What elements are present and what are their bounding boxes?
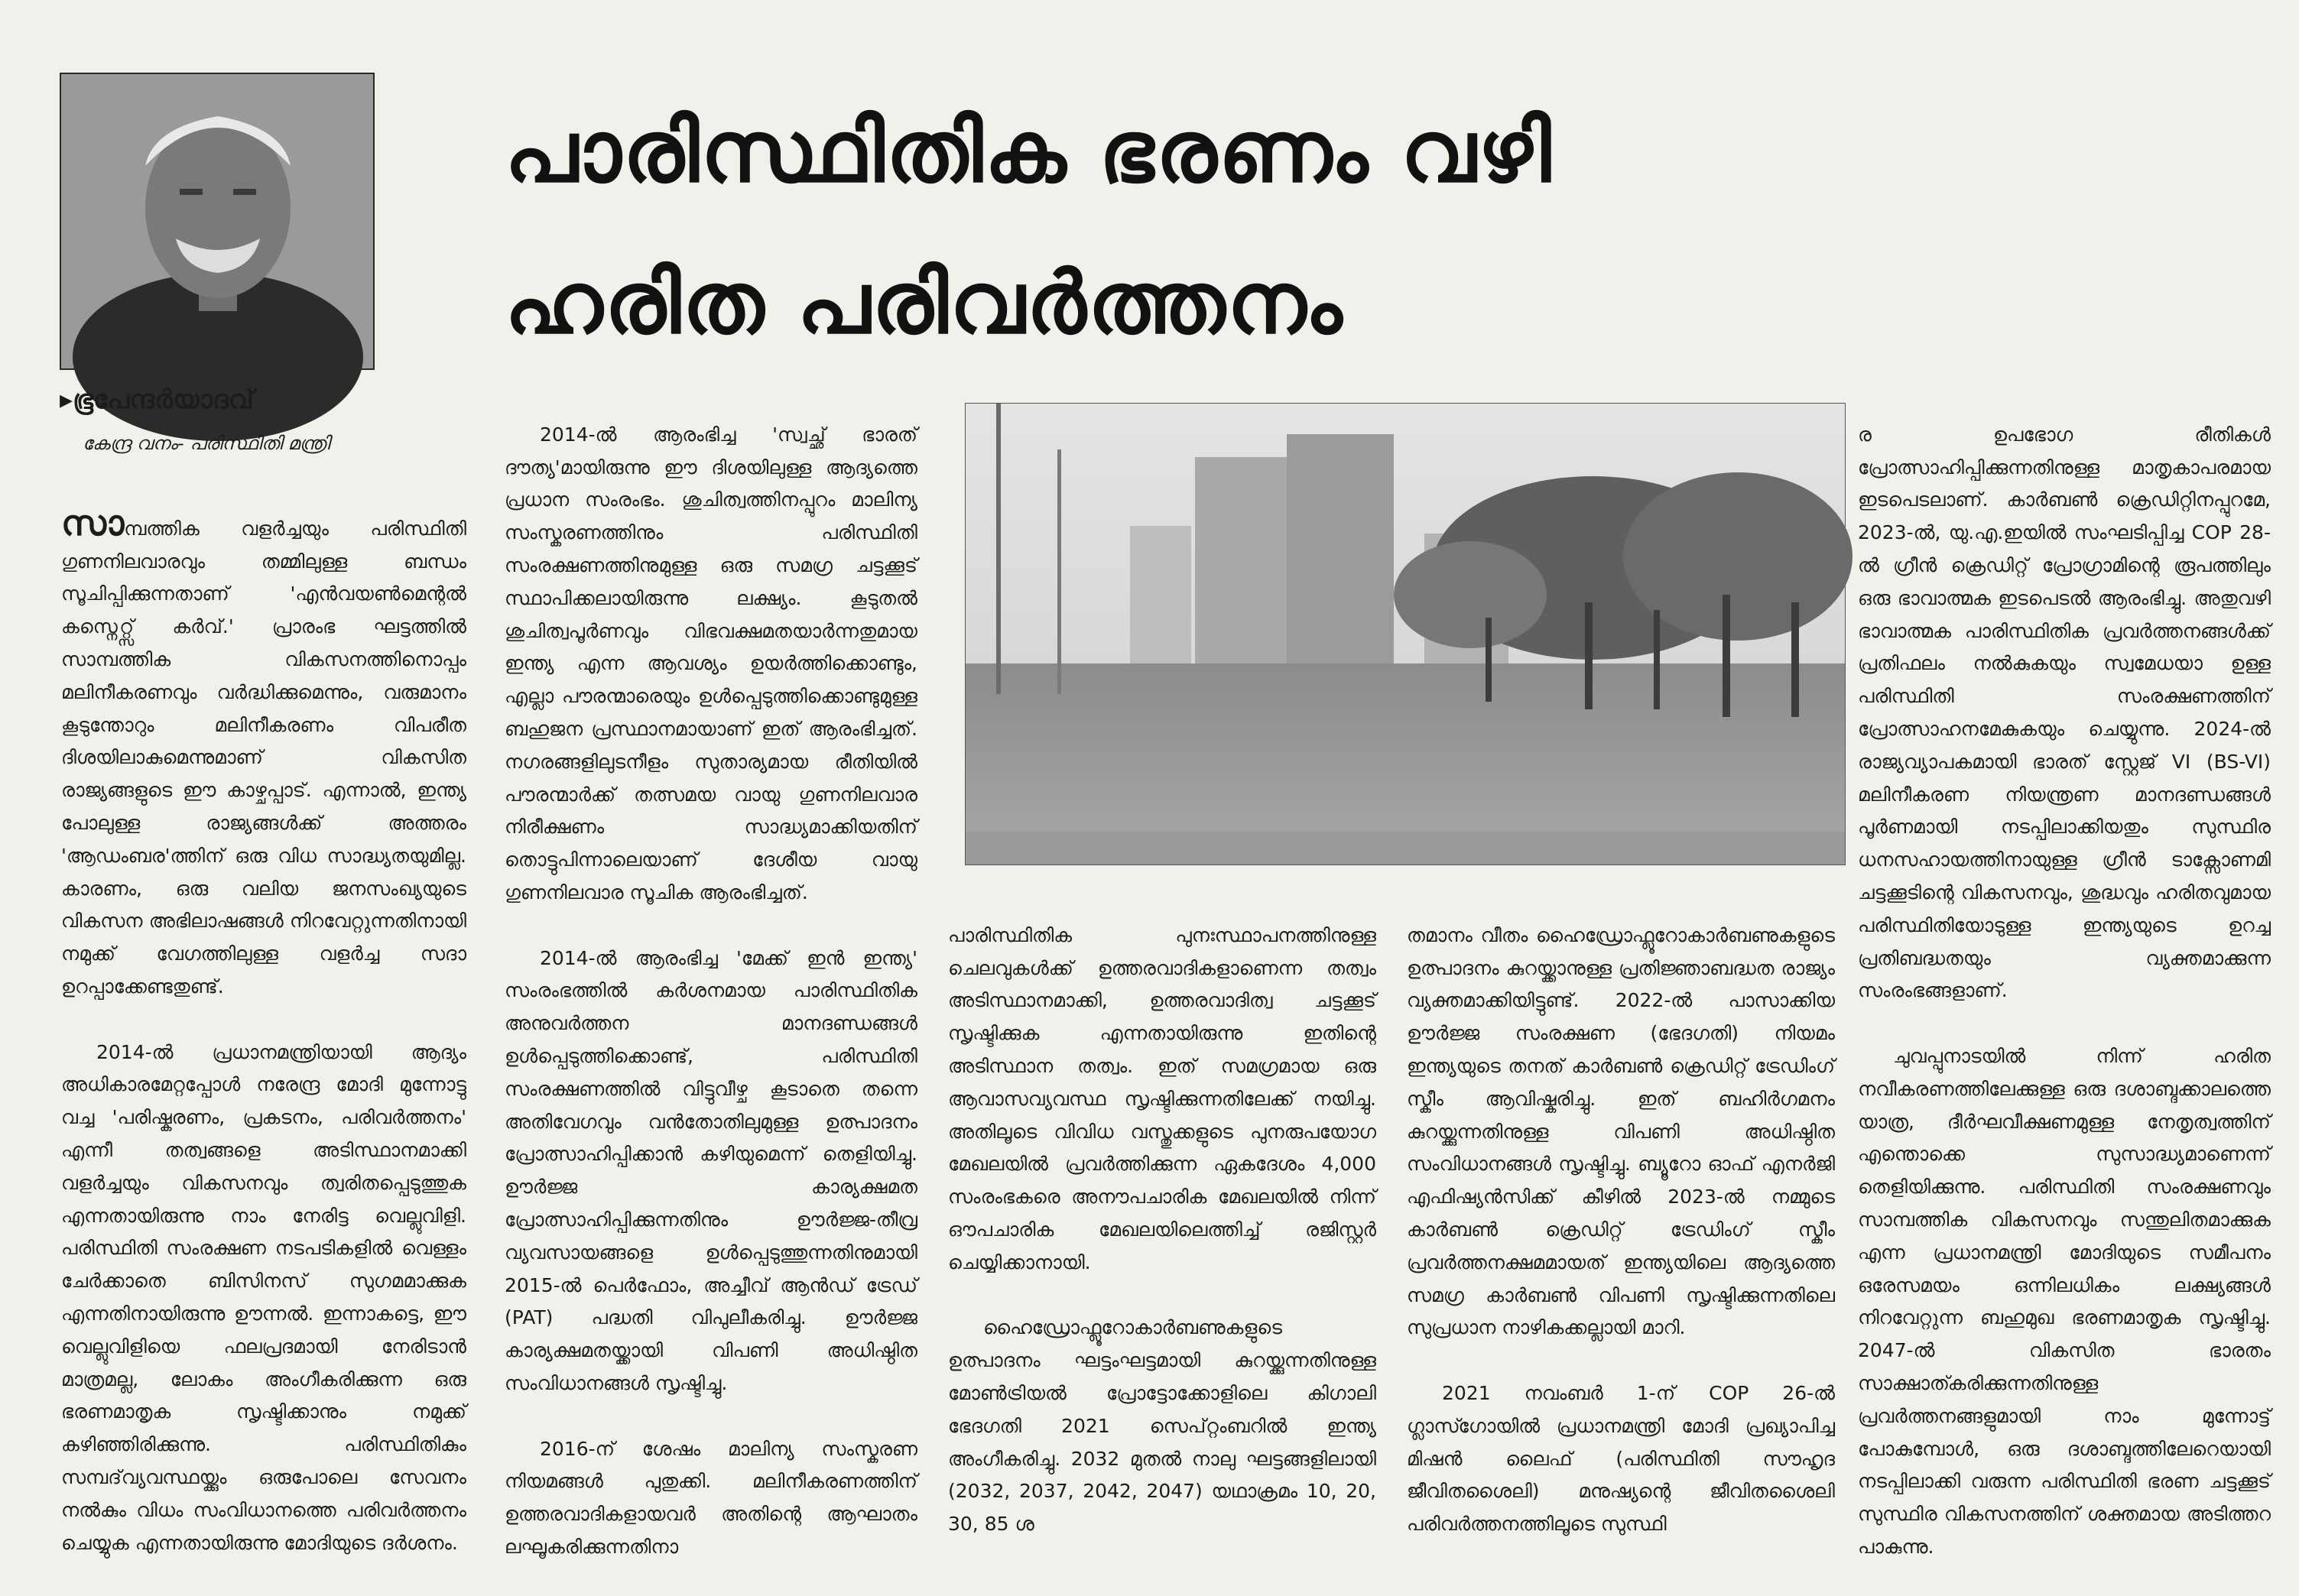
paragraph: ചുവപ്പുനാടയിൽ നിന്ന് ഹരിത നവീകരണത്തിലേക്കുള്ള ഒരു ദശാബ്ദക്കാലത്തെ യാത്ര, ദീർഘവീക്ഷണമുള്ള നേതൃത്വത്തിന് എന്തൊക്കെ സുസാദ്ധ്യമാണെന്ന് തെളിയിക്കുന്നു. പരിസ്ഥിതി സംരക്ഷണവും സാമ്പത്തിക വികസനവും സന്തുലിതമാക്കുക എന്ന പ്രധാനമന്ത്രി മോദിയുടെ സമീപനം ഒരേസമയം ഒന്നിലധികം ലക്ഷ്യങ്ങൾ നിറവേറ്റുന്ന ബഹുമുഖ ഭരണമാതൃക സൃഷ്ടിച്ചു. 2047-ൽ വികസിത ഭാരതം സാക്ഷാത്കരിക്കുന്നതിനുള്ള പ്രവർത്തനങ്ങളുമായി നാം മുന്നോട്ട് പോകുമ്പോൾ, ഒരു ദശാബ്ദത്തിലേറെയായി നടപ്പിലാക്കി വരുന്ന പരിസ്ഥിതി ഭരണ ചട്ടക്കൂട് സുസ്ഥിര വികസനത്തിന് ശക്തമായ അടിത്തറ പാകുന്നു. [1858, 1044, 2271, 1558]
article-column-1 [61, 474, 466, 1554]
paragraph: 2016-ന് ശേഷം മാലിന്യ സംസ്കരണ നിയമങ്ങൾ പുതുക്കി. മലിനീകരണത്തിന് ഉത്തരവാദികളായവർ അതിന്റെ ആഘാതം ലഘൂകരിക്കുന്നതിനാ [505, 1437, 917, 1558]
author-title: കേന്ദ്ര വനം- പരിസ്ഥിതി മന്ത്രി [83, 433, 330, 454]
paragraph: 2021 നവംബർ 1-ന് COP 26-ൽ ഗ്ലാസ്ഗോയിൽ പ്രധാനമന്ത്രി മോദി പ്രഖ്യാപിച്ച മിഷൻ ലൈഫ് (പരിസ്ഥിതി സൗഹൃദ ജീവിതശൈലി) മനുഷ്യന്റെ ജീവിതശൈലി പരിവർത്തനത്തിലൂടെ സുസ്ഥി [1407, 1381, 1835, 1536]
paragraph [61, 501, 466, 1004]
paragraph: ഹൈഡ്രോഫ്ലൂറോകാർബണുകളുടെ ഉത്പാദനം ഘട്ടംഘട്ടമായി കുറയ്ക്കുന്നതിനുള്ള മോൺട്രിയൽ പ്രോട്ടോക്കോളിലെ കിഗാലി ഭേദഗതി 2021 സെപ്റ്റംബറിൽ ഇന്ത്യ അംഗീകരിച്ചു. 2032 മുതൽ നാലു ഘട്ടങ്ങളിലായി (2032, 2037, 2042, 2047) യഥാക്രമം 10, 20, 30, 85 ശ [948, 1316, 1376, 1536]
bullet-icon: ▸ [60, 384, 73, 415]
paragraph: 2014-ൽ ആരംഭിച്ച 'സ്വച്ഛ് ഭാരത് ദൗത്യ'മായിരുന്നു ഈ ദിശയിലുള്ള ആദ്യത്തെ പ്രധാന സംരംഭം. ശുചിത്വത്തിനപ്പുറം മാലിന്യ സംസ്കരണത്തിനും പരിസ്ഥിതി സംരക്ഷണത്തിനുമുള്ള ഒരു സമഗ്ര ചട്ടക്കൂട് സ്ഥാപിക്കലായിരുന്നു ലക്ഷ്യം. കൂടുതൽ ശുചിത്വപൂർണവും വിഭവക്ഷമതയാർന്നതുമായ ഇന്ത്യ എന്ന ആവശ്യം ഉയർത്തിക്കൊണ്ടും, എല്ലാ പൗരന്മാരെയും ഉൾപ്പെടുത്തിക്കൊണ്ടുമുള്ള ബഹുജന പ്രസ്ഥാനമായാണ് ഇത് ആരംഭിച്ചത്. നഗരങ്ങളിലുടനീളം സുതാര്യമായ രീതിയിൽ പൗരന്മാർക്ക് തത്സമയ വായു ഗുണനിലവാര നിരീക്ഷണം സാദ്ധ്യമാക്കിയതിന് തൊട്ടുപിന്നാലെയാണ് ദേശീയ വായു ഗുണനിലവാര സൂചിക ആരംഭിച്ചത്. [505, 423, 917, 903]
article-column-3 [948, 887, 1376, 1536]
article-column-4 [1407, 887, 1835, 1536]
headline-line-1: പാരിസ്ഥിതിക ഭരണം വഴി [505, 102, 1553, 202]
paragraph: പാരിസ്ഥിതിക പുനഃസ്ഥാപനത്തിനുള്ള ചെലവുകൾക്ക് ഉത്തരവാദികളാണെന്ന തത്വം അടിസ്ഥാനമാക്കി, ഉത്തരവാദിത്വ ചട്ടക്കൂട് സൃഷ്ടിക്കുക എന്നതായിരുന്നു ഇതിന്റെ അടിസ്ഥാന തത്വം. ഇത് സമഗ്രമായ ഒരു ആവാസവ്യവസ്ഥ സൃഷ്ടിക്കുന്നതിലേക്ക് നയിച്ചു. അതിലൂടെ വിവിധ വസ്തുക്കളുടെ പുനരുപയോഗ മേഖലയിൽ പ്രവർത്തിക്കുന്ന ഏകദേശം 4,000 സംരംഭകരെ അനൗപചാരിക മേഖലയിൽ നിന്ന് ഔപചാരിക മേഖലയിലെത്തിച്ച് രജിസ്റ്റർ ചെയ്യിക്കാനായി. [948, 923, 1376, 1273]
drop-cap: സാ [61, 501, 125, 543]
paragraph: തമാനം വീതം ഹൈഡ്രോഫ്ലൂറോകാർബണുകളുടെ ഉത്പാദനം കുറയ്ക്കാനുള്ള പ്രതിജ്ഞാബദ്ധത രാജ്യം വ്യക്തമാക്കിയിട്ടുണ്ട്. 2022-ൽ പാസാക്കിയ ഊർജ്ജ സംരക്ഷണ (ഭേദഗതി) നിയമം ഇന്ത്യയുടെ തനത് കാർബൺ ക്രെഡിറ്റ് ട്രേഡിംഗ് സ്കീം ആവിഷ്കരിച്ചു. ഇത് ബഹിർഗമനം കുറയ്ക്കുന്നതിനുള്ള വിപണി അധിഷ്ഠിത സംവിധാനങ്ങൾ സൃഷ്ടിച്ചു. ബ്യൂറോ ഓഫ് എനർജി എഫിഷ്യൻസിക്ക് കീഴിൽ 2023-ൽ നമ്മുടെ കാർബൺ ക്രെഡിറ്റ് ട്രേഡിംഗ് സ്കീം പ്രവർത്തനക്ഷമമായത് ഇന്ത്യയിലെ ആദ്യത്തെ സമഗ്ര കാർബൺ വിപണി സൃഷ്ടിക്കുന്നതിലെ സുപ്രധാന നാഴികക്കല്ലായി മാറി. [1407, 923, 1835, 1339]
article-column-2 [505, 386, 917, 1558]
paragraph: ര ഉപഭോഗ രീതികൾ പ്രോത്സാഹിപ്പിക്കുന്നതിനുള്ള മാതൃകാപരമായ ഇടപെടലാണ്. കാർബൺ ക്രെഡിറ്റിനപ്പുറമേ, 2023-ൽ, യു.എ.ഇയിൽ സംഘടിപ്പിച്ച COP 28-ൽ ഗ്രീൻ ക്രെഡിറ്റ് പ്രോഗ്രാമിന്റെ രൂപത്തിലും ഒരു ഭാവാത്മക ഇടപെടൽ ആരംഭിച്ചു. അതുവഴി ഭാവാത്മക പാരിസ്ഥിതിക പ്രവർത്തനങ്ങൾക്ക് പ്രതിഫലം നൽകുകയും സ്വമേധയാ ഉള്ള പരിസ്ഥിതി സംരക്ഷണത്തിന് പ്രോത്സാഹനമേകുകയും ചെയ്യുന്നു. 2024-ൽ രാജ്യവ്യാപകമായി ഭാരത് സ്റ്റേജ് VI (BS-VI) മലിനീകരണ നിയന്ത്രണ മാനദണ്ഡങ്ങൾ പൂർണമായി നടപ്പിലാക്കിയതും സുസ്ഥിര ധനസഹായത്തിനായുള്ള ഗ്രീൻ ടാക്സോണമി ചട്ടക്കൂടിന്റെ വികസനവും, ശുദ്ധവും ഹരിതവുമായ പരിസ്ഥിതിയോടുള്ള ഇന്ത്യയുടെ ഉറച്ച പ്രതിബദ്ധതയും വ്യക്തമാക്കുന്ന സംരംഭങ്ങളാണ്. [1858, 423, 2271, 1002]
paragraph: 2014-ൽ പ്രധാനമന്ത്രിയായി ആദ്യം അധികാരമേറ്റപ്പോൾ നരേന്ദ്ര മോദി മുന്നോട്ടു വച്ച 'പരിഷ്കരണം, പ്രകടനം, പരിവർത്തനം' എന്നീ തത്വങ്ങളെ അടിസ്ഥാനമാക്കി വളർച്ചയും വികസനവും ത്വരിതപ്പെടുത്തുക എന്നതായിരുന്നു നാം നേരിട്ട വെല്ലുവിളി. പരിസ്ഥിതി സംരക്ഷണ നടപടികളിൽ വെള്ളം ചേർക്കാതെ ബിസിനസ് സുഗമമാക്കുക എന്നതിനായിരുന്നു ഊന്നൽ. ഇന്നാകട്ടെ, ഈ വെല്ലുവിളിയെ ഫലപ്രദമായി നേരിടാൻ മാത്രമല്ല, ലോകം അംഗീകരിക്കുന്ന ഒരു ഭരണമാതൃക സൃഷ്ടിക്കാനും നമുക്ക് കഴിഞ്ഞിരിക്കുന്നു. പരിസ്ഥിതികും സമ്പദ്‌വ്യവസ്ഥയ്ക്കും ഒരുപോലെ സേവനം നൽകും വിധം സംവിധാനത്തെ പരിവർത്തനം ചെയ്യുക എന്നതായിരുന്നു മോദിയുടെ ദർശനം. [61, 1040, 466, 1554]
headline-line-2: ഹരിത പരിവർത്തനം [505, 254, 1344, 353]
headline [505, 76, 2217, 379]
paragraph: 2014-ൽ ആരംഭിച്ച 'മേക്ക് ഇൻ ഇന്ത്യ' സംരംഭത്തിൽ കർശനമായ പാരിസ്ഥിതിക അനുവർത്തന മാനദണ്ഡങ്ങൾ ഉൾപ്പെടുത്തിക്കൊണ്ട്, പരിസ്ഥിതി സംരക്ഷണത്തിൽ വിട്ടുവീഴ്ച കൂടാതെ തന്നെ അതിവേഗവും വൻതോതിലുമുള്ള ഉത്പാദനം പ്രോത്സാഹിപ്പിക്കാൻ കഴിയുമെന്ന് തെളിയിച്ചു. ഊർജ്ജ കാര്യക്ഷമത പ്രോത്സാഹിപ്പിക്കുന്നതിനും ഊർജ്ജ-തീവ്ര വ്യവസായങ്ങളെ ഉൾപ്പെടുത്തുന്നതിനുമായി 2015-ൽ പെർഫോം, അച്ചീവ് ആൻഡ് ട്രേഡ് (PAT) പദ്ധതി വിപുലീകരിച്ചു. ഊർജ്ജ കാര്യക്ഷമതയ്ക്കായി വിപണി അധിഷ്ഠിത സംവിധാനങ്ങൾ സൃഷ്ടിച്ചു. [505, 946, 917, 1394]
author-portrait [60, 73, 375, 370]
article-photo [965, 403, 1846, 865]
author-name [60, 381, 488, 419]
paragraph-text: മ്പത്തിക വളർച്ചയും പരിസ്ഥിതി ഗുണനിലവാരവും തമ്മിലുള്ള ബന്ധം സൂചിപ്പിക്കുന്നതാണ് 'എൻവയൺമെന്റൽ കസ്നെറ്റ്സ് കർവ്.' പ്രാരംഭ ഘട്ടത്തിൽ സാമ്പത്തിക വികസനത്തിനൊപ്പം മലിനീകരണവും വർദ്ധിക്കുമെന്നും, വരുമാനം കൂടുന്തോറും മലിനീകരണം വിപരീത ദിശയിലാകുമെന്നുമാണ് വികസിത രാജ്യങ്ങളുടെ ഈ കാഴ്ചപ്പാട്. എന്നാൽ, ഇന്ത്യ പോലുള്ള രാജ്യങ്ങൾക്ക് അത്തരം 'ആഡംബര'ത്തിന് ഒരു വിധ സാദ്ധ്യതയുമില്ല. കാരണം, ഒരു വലിയ ജനസംഖ്യയുടെ വികസന അഭിലാഷങ്ങൾ നിറവേറ്റുന്നതിനായി നമുക്ക് വേഗത്തിലുള്ള വളർച്ച സദാ ഉറപ്പാക്കേണ്ടതുണ്ട്. [61, 517, 466, 998]
author-name-text: ഭൂപേന്ദർയാദവ് [73, 384, 254, 415]
article-column-5 [1858, 386, 2271, 1558]
